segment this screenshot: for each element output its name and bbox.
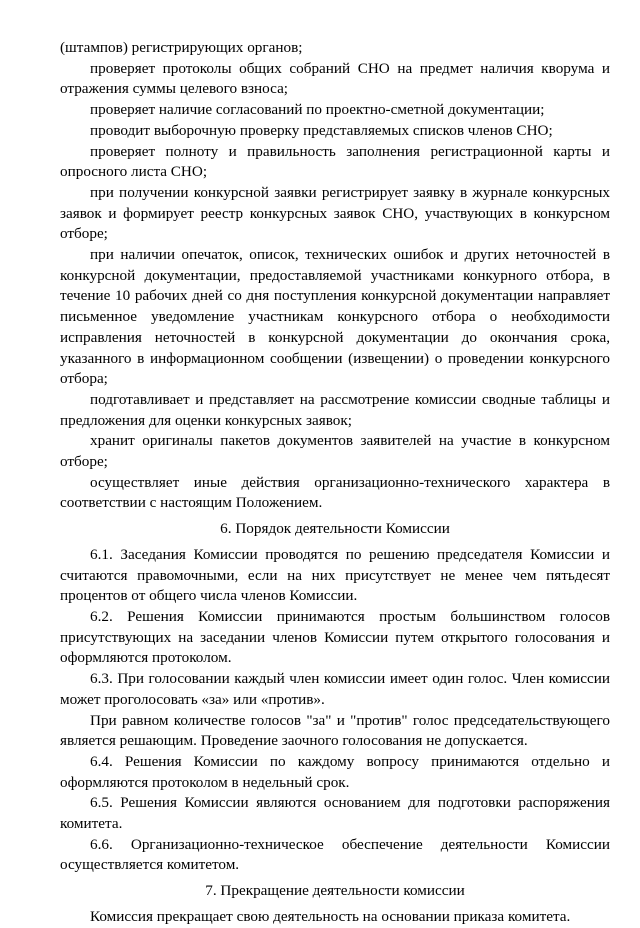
paragraph-6-3: 6.3. При голосовании каждый член комиссии имеет один голос. Член комиссии может проголосовать «за» или «против». [60,670,610,708]
paragraph-6-4: 6.4. Решения Комиссии по каждому вопросу принимаются отдельно и оформляются протоколом в недельный срок. [60,752,610,791]
paragraph-prepare-tables: подготавливает и представляет на рассмотрение комиссии сводные таблицы и предложения для оценки конкурсных заявок; [60,390,610,429]
document-page [60,38,610,928]
paragraph-selective-check: проводит выборочную проверку представляемых списков членов СНО; [90,121,553,139]
paragraph-6-1: 6.1. Заседания Комиссии проводятся по решению председателя Комиссии и считаются правомочными, если на них присутствует не менее чем пятьдесят процентов от общего числа членов Комиссии. [60,545,610,605]
paragraph-6-2: 6.2. Решения Комиссии принимаются простым большинством голосов присутствующих на заседании членов Комиссии путем открытого голосования и оформляются протоколом. [60,607,610,667]
paragraph-store-originals: хранит оригиналы пакетов документов заявителей на участие в конкурсном отборе; [60,432,610,471]
paragraph-other-actions: осуществляет иные действия организационно-технического характера в соответствии с настоящим Положением. [60,473,610,512]
section-7-heading: 7. Прекращение деятельности комиссии [205,882,465,900]
paragraph-7-1: Комиссия прекращает свою деятельность на основании приказа комитета. [90,907,571,925]
paragraph-6-6: 6.6. Организационно-техническое обеспечение деятельности Комиссии осуществляется комитетом. [60,835,610,874]
paragraph-check-registration-card: проверяет полноту и правильность заполнения регистрационной карты и опросного листа СНО; [60,142,610,181]
paragraph-register-application: при получении конкурсной заявки регистрирует заявку в журнале конкурсных заявок и формирует реестр конкурсных заявок СНО, участвующих в конкурсном отборе; [60,183,610,243]
paragraph-stamps: (штампов) регистрирующих органов; [60,39,303,56]
paragraph-6-5: 6.5. Решения Комиссии являются основанием для подготовки распоряжения комитета. [60,794,610,833]
paragraph-notify-errors: при наличии опечаток, описок, технических ошибок и других неточностей в конкурсной документации, предоставляемой участниками конкурного отбора, в течение 10 рабочих дней со дня поступления конкурсной документации направляет письменное уведомление участникам конкурсного отбора о необходимости исправления неточностей в конкурсной документации до окончания срока, указанного в информационном сообщении (извещении) о проведении конкурсного отбора; [60,246,610,388]
paragraph-check-approvals: проверяет наличие согласований по проектно-сметной документации; [90,101,545,119]
section-6-heading: 6. Порядок деятельности Комиссии [220,520,450,538]
paragraph-check-protocols: проверяет протоколы общих собраний СНО на предмет наличия кворума и отражения суммы целевого взноса; [60,59,610,98]
paragraph-6-3-tie: При равном количестве голосов "за" и "против" голос председательствующего является решающим. Проведение заочного голосования не допускается. [60,711,610,750]
